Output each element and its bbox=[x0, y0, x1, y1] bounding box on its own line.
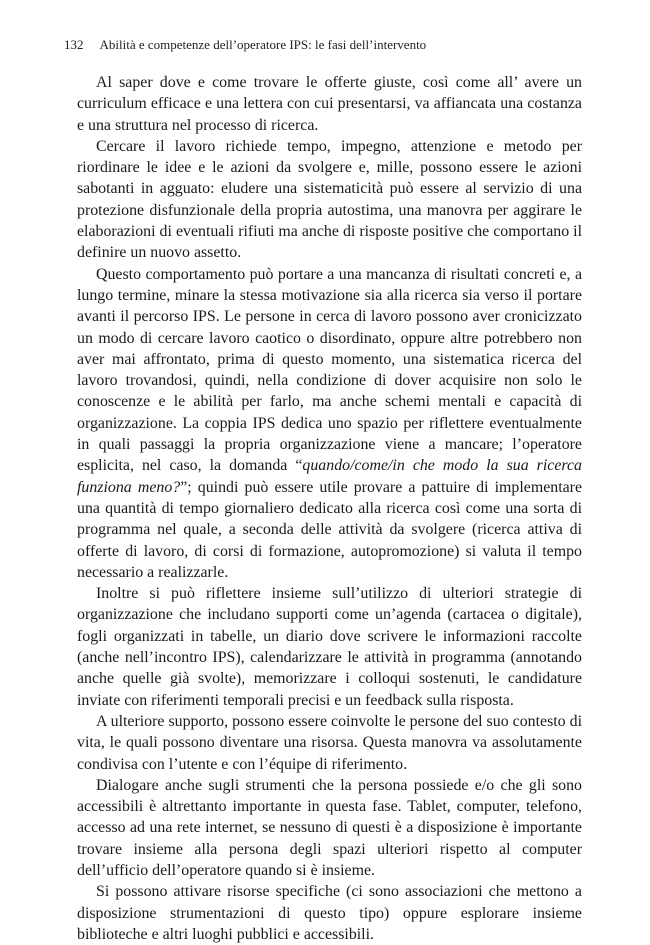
body-text bbox=[77, 72, 582, 945]
paragraph-3-part-2: ”; quindi può essere utile provare a pattuire di implementare una quantità di tempo giornaliero dedicato alla ricerca così come una sorta di programma nel quale, a seconda delle attività da svolgere (ricerca attiva di offerte di lavoro, di corsi di formazione, autopromozione) si valuta il tempo necessario a realizzarle. bbox=[77, 478, 583, 581]
running-head bbox=[64, 36, 584, 53]
paragraph-7: Si possono attivare risorse specifiche (ci sono associazioni che mettono a disposizione strumentazioni di questo tipo) oppure esplorare insieme biblioteche e altri luoghi pubblici e accessibili. bbox=[77, 883, 582, 943]
paragraph-4: Inoltre si può riflettere insieme sull’utilizzo di ulteriori strategie di organizzazione che includano supporti come un’agenda (cartacea o digitale), fogli organizzati in tabelle, un diario dove scrivere le informazioni raccolte (anche nell’incontro IPS), calendarizzare le attività in programma (annotando anche quelle già svolte), memorizzare i colloqui sostenuti, le candidature inviate con riferimenti temporali precisi e un feedback sulla risposta. bbox=[77, 585, 582, 709]
running-head-title: Abilità e competenze dell’operatore IPS: le fasi dell’intervento bbox=[99, 37, 427, 52]
italic-question: quando/come/in che modo la sua ricerca funziona meno? bbox=[77, 457, 582, 496]
paragraph-1: Al saper dove e come trovare le offerte giuste, così come all’ avere un curriculum efficace e una lettera con cui presentarsi, va affiancata una costanza e una struttura nel processo di ricerca. bbox=[77, 74, 582, 134]
paragraph-3 bbox=[77, 264, 582, 583]
paragraph-2: Cercare il lavoro richiede tempo, impegno, attenzione e metodo per riordinare le idee e le azioni da svolgere e, mille, possono essere le azioni sabotanti in agguato: eludere una sistematicità può essere al servizio di una protezione disfunzionale della propria autostima, una manovra per aggirare le elaborazioni di eventuali rifiuti ma anche di risposte positive che comportano il definire un nuovo assetto. bbox=[77, 137, 582, 262]
paragraph-6: Dialogare anche sugli strumenti che la persona possiede e/o che gli sono accessibili è altrettanto importante in questa fase. Tablet, computer, telefono, accesso ad una rete internet, se nessuno di questi è a disposizione è importante trovare insieme alla persona degli spazi ulteriori rispetto al computer dell’ufficio dell’operatore quando si è insieme. bbox=[77, 776, 582, 879]
paragraph-5: A ulteriore supporto, possono essere coinvolte le persone del suo contesto di vita, le quali possono diventare una risorsa. Questa manovra va assolutamente condivisa con l’utente e con l’équipe di riferimento. bbox=[77, 712, 582, 773]
page-number: 132 bbox=[64, 37, 84, 52]
paragraph-3-part-1: Questo comportamento può portare a una mancanza di risultati concreti e, a lungo termine, minare la stessa motivazione sia alla ricerca sia verso il portare avanti il percorso IPS. Le persone in cerca di lavoro possono aver cronicizzato un modo di cercare lavoro caotico o disordinato, oppure altre potrebbero non aver mai affrontato, prima di questo momento, una sistematica ricerca del lavoro trovandosi, quindi, nella condizione di dover acquisire non solo le conoscenze e le abilità per farlo, ma anche schemi mentali e capacità di organizzazione. La coppia IPS dedica uno spazio per riflettere eventualmente in quali passaggi la propria organizzazione viene a mancare; l’operatore esplicita, nel caso, la domanda “ bbox=[77, 265, 582, 475]
